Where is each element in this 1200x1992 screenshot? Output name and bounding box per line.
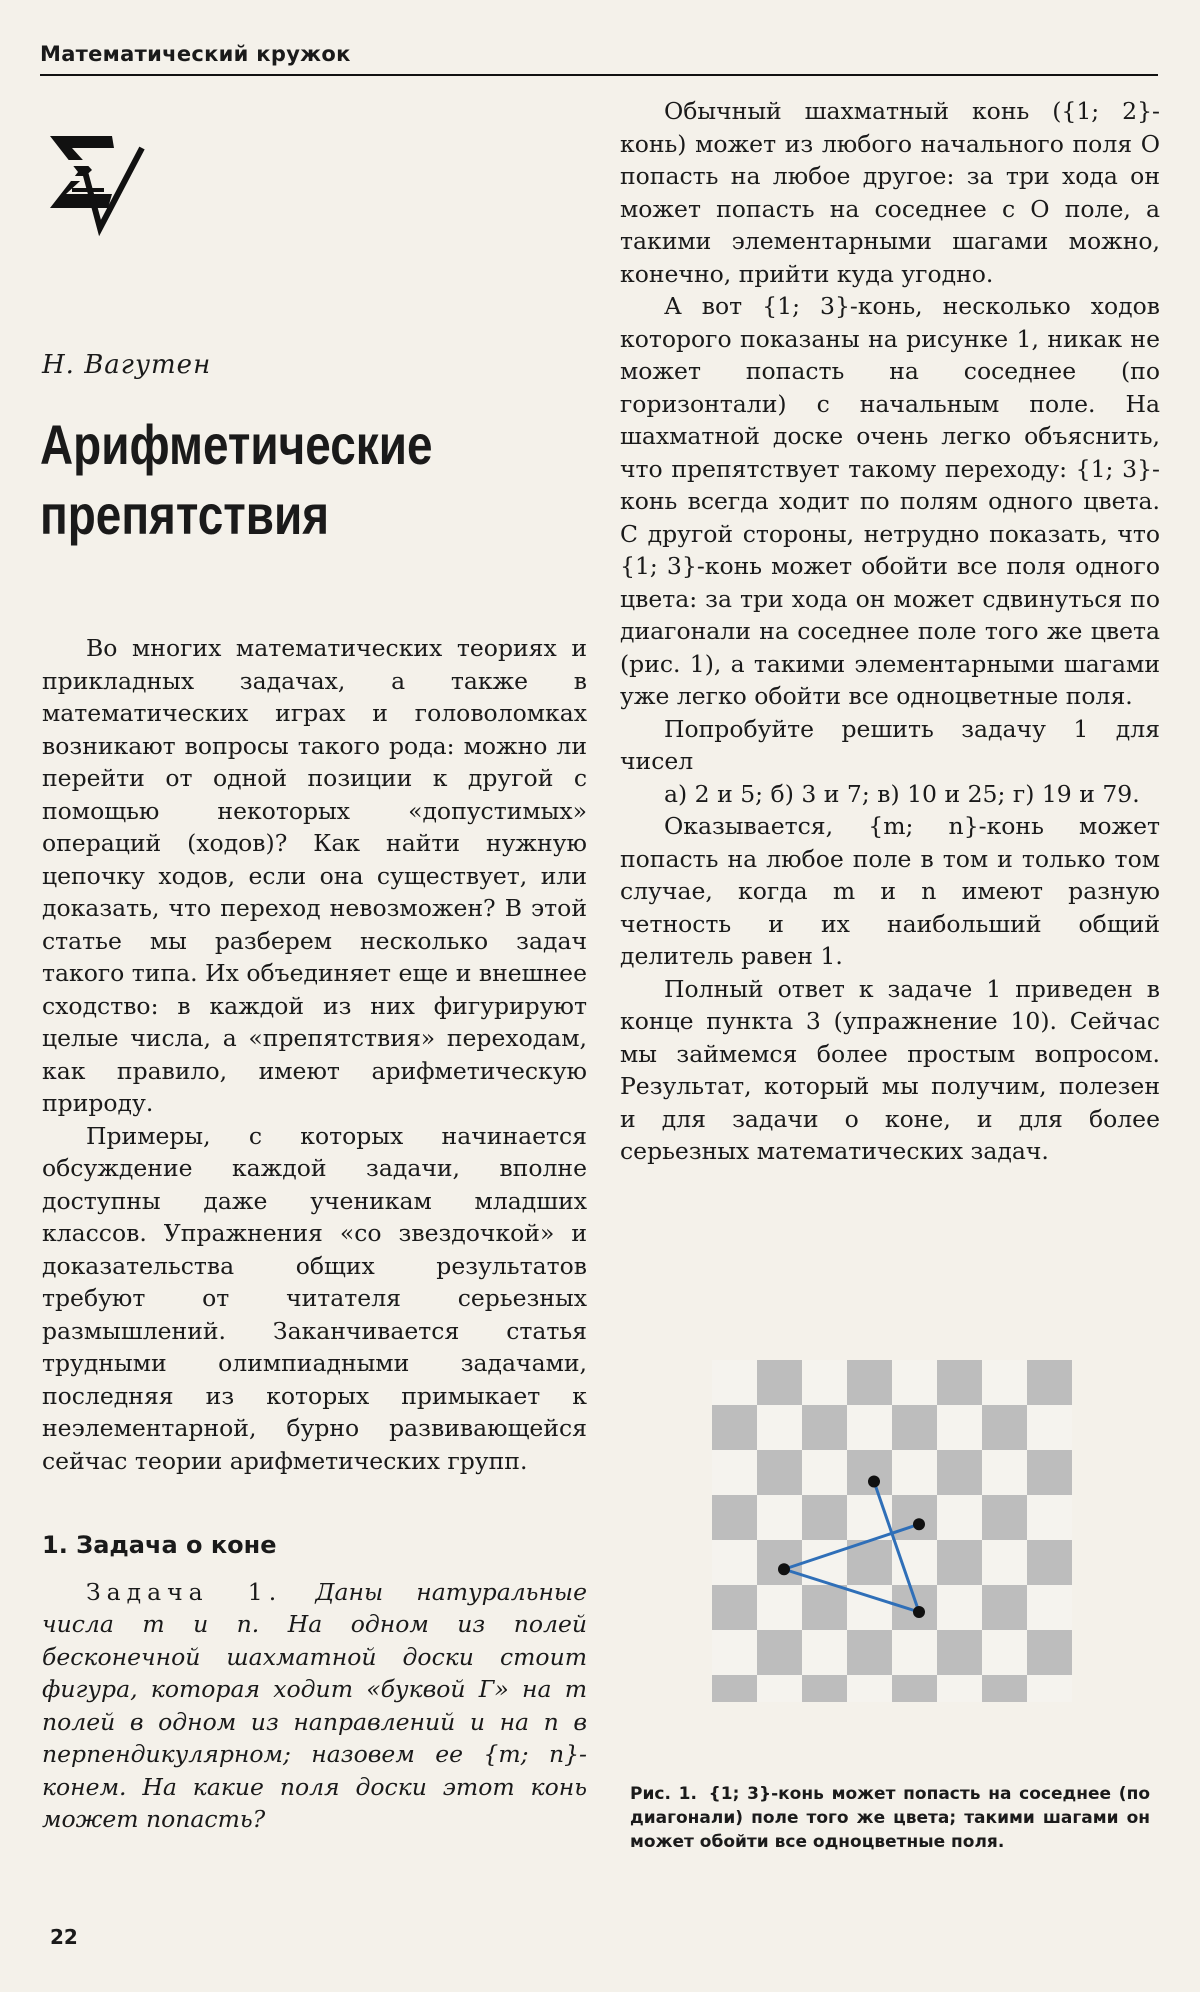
board-square (802, 1450, 847, 1495)
article-title (40, 410, 499, 550)
board-square (982, 1360, 1027, 1405)
paragraph-result: Оказывается, {m; n}-конь может попасть на любое поле в том и только том случае, когда m и n имеют разную четность и их наибольший общий делитель равен 1. (620, 812, 1160, 970)
board-square (712, 1540, 757, 1585)
board-square (847, 1360, 892, 1405)
page-number: 22 (50, 1925, 78, 1949)
title-line-1: Арифметические (40, 413, 433, 476)
task-label: Задача 1. (86, 1577, 283, 1606)
intro-paragraph-1: Во многих математических теориях и прикладных задачах, а также в математических играх и головоломках возникают вопросы такого рода: можно ли перейти от одной позиции к другой с помощью некоторых «допустимых» операций (ходов)? Как найти нужную цепочку ходов, если она существует, или доказать, что переход невозможен? В этой статье мы разберем несколько задач такого типа. Их объединяет еще и внешнее сходство: в каждой из них фигурируют целые числа, а «препятствия» переходам, как правило, имеют арифметическую природу. (42, 634, 587, 1117)
board-square (802, 1630, 847, 1675)
board-square (937, 1585, 982, 1630)
board-square (892, 1360, 937, 1405)
board-square (757, 1495, 802, 1540)
board-square (757, 1675, 802, 1702)
task-text: Даны натуральные числа m и n. На одном из полей бесконечной шахматной доски стоит фигура, которая ходит «буквой Г» на m полей в одном из направлений и на n в перпендикулярном; назовем ее {m; n}-конем. На какие поля доски этот конь может попасть? (42, 1577, 587, 1833)
board-square (937, 1450, 982, 1495)
board-square (802, 1360, 847, 1405)
board-square (847, 1405, 892, 1450)
board-square (1027, 1450, 1072, 1495)
knight-position (913, 1606, 925, 1618)
board-square (712, 1585, 757, 1630)
knight-position (778, 1563, 790, 1575)
board-square (982, 1630, 1027, 1675)
board-square (712, 1495, 757, 1540)
board-square (802, 1405, 847, 1450)
board-square (937, 1360, 982, 1405)
board-square (1027, 1675, 1072, 1702)
board-square (1027, 1540, 1072, 1585)
board-square (1027, 1360, 1072, 1405)
board-square (847, 1450, 892, 1495)
board-square (982, 1450, 1027, 1495)
board-square (892, 1585, 937, 1630)
board-square (712, 1360, 757, 1405)
board-square (802, 1495, 847, 1540)
running-header (40, 38, 1158, 76)
paragraph-try-task: Попробуйте решить задачу 1 для чисел (620, 714, 1160, 775)
board-square (892, 1630, 937, 1675)
board-square (892, 1495, 937, 1540)
intro-paragraph-2: Примеры, с которых начинается обсуждение каждой задачи, вполне доступны даже ученикам младших классов. Упражнения «со звездочкой» и доказательства общих результатов требуют от читателя серьезных размышлений. Заканчивается статья трудными олимпиадными задачами, последняя из которых примыкает к неэлементарной, бурно развивающейся сейчас теории арифметических групп. (42, 1121, 587, 1475)
board-square (937, 1405, 982, 1450)
board-square (802, 1585, 847, 1630)
board-square (802, 1675, 847, 1702)
board-square (982, 1495, 1027, 1540)
section-title: Математический кружок (40, 42, 351, 66)
caption-label: Рис. 1. (630, 1784, 697, 1804)
section-heading: 1. Задача о коне (42, 1531, 277, 1559)
board-square (937, 1540, 982, 1585)
board-square (982, 1585, 1027, 1630)
board-square (1027, 1405, 1072, 1450)
board-square (712, 1450, 757, 1495)
board-square (937, 1675, 982, 1702)
paragraph-13-knight: А вот {1; 3}-конь, несколько ходов которого показаны на рисунке 1, никак не может попасть на соседнее (по горизонтали) с начальным поле. На шахматной доске очень легко объяснить, что препятствует такому переходу: {1; 3}-конь всегда ходит по полям одного цвета. С другой стороны, нетрудно показать, что {1; 3}-конь может обойти все поля одного цвета: за три хода он может сдвинуться по диагонали на соседнее поле того же цвета (рис. 1), а такими элементарными шагами уже легко обойти все одноцветные поля. (620, 292, 1160, 710)
sigma-check-logo-icon (42, 128, 152, 238)
board-square (982, 1540, 1027, 1585)
paragraph-ordinary-knight: Обычный шахматный конь ({1; 2}-конь) может из любого начального поля O попасть на любое другое: за три хода он может попасть на соседнее с O поле, а такими элементарными шагами можно, конечно, прийти куда угодно. (620, 97, 1160, 288)
knight-position (868, 1476, 880, 1488)
board-square (982, 1675, 1027, 1702)
board-square (937, 1495, 982, 1540)
board-square (847, 1630, 892, 1675)
board-square (937, 1630, 982, 1675)
board-square (757, 1540, 802, 1585)
board-square (757, 1360, 802, 1405)
paragraph-next: Полный ответ к задаче 1 приведен в конце пункта 3 (упражнение 10). Сейчас мы займемся более простым вопросом. Результат, который мы получим, полезен и для задачи о коне, и для более серьезных математических задач. (620, 974, 1160, 1165)
board-square (1027, 1495, 1072, 1540)
board-square (757, 1585, 802, 1630)
board-square (1027, 1585, 1072, 1630)
title-line-2: препятствия (40, 483, 330, 546)
board-square (757, 1450, 802, 1495)
chessboard-figure (712, 1360, 1072, 1702)
figure-caption (630, 1782, 1150, 1854)
board-square (982, 1405, 1027, 1450)
board-square (892, 1405, 937, 1450)
article-author: Н. Вагутен (42, 350, 212, 380)
paragraph-task-cases: а) 2 и 5; б) 3 и 7; в) 10 и 25; г) 19 и 79. (664, 779, 1140, 808)
board-square (757, 1405, 802, 1450)
board-square (757, 1630, 802, 1675)
board-square (847, 1675, 892, 1702)
board-square (1027, 1630, 1072, 1675)
board-square (892, 1675, 937, 1702)
caption-text: {1; 3}-конь может попасть на соседнее (по диагонали) поле того же цвета; такими шагами он может обойти все одноцветные поля. (630, 1784, 1150, 1852)
left-column (42, 632, 587, 1836)
board-square (892, 1540, 937, 1585)
board-square (712, 1675, 757, 1702)
board-square (892, 1450, 937, 1495)
task-1 (42, 1576, 587, 1836)
right-column (620, 95, 1160, 1168)
board-square (712, 1630, 757, 1675)
board-square (712, 1405, 757, 1450)
knight-position (913, 1518, 925, 1530)
